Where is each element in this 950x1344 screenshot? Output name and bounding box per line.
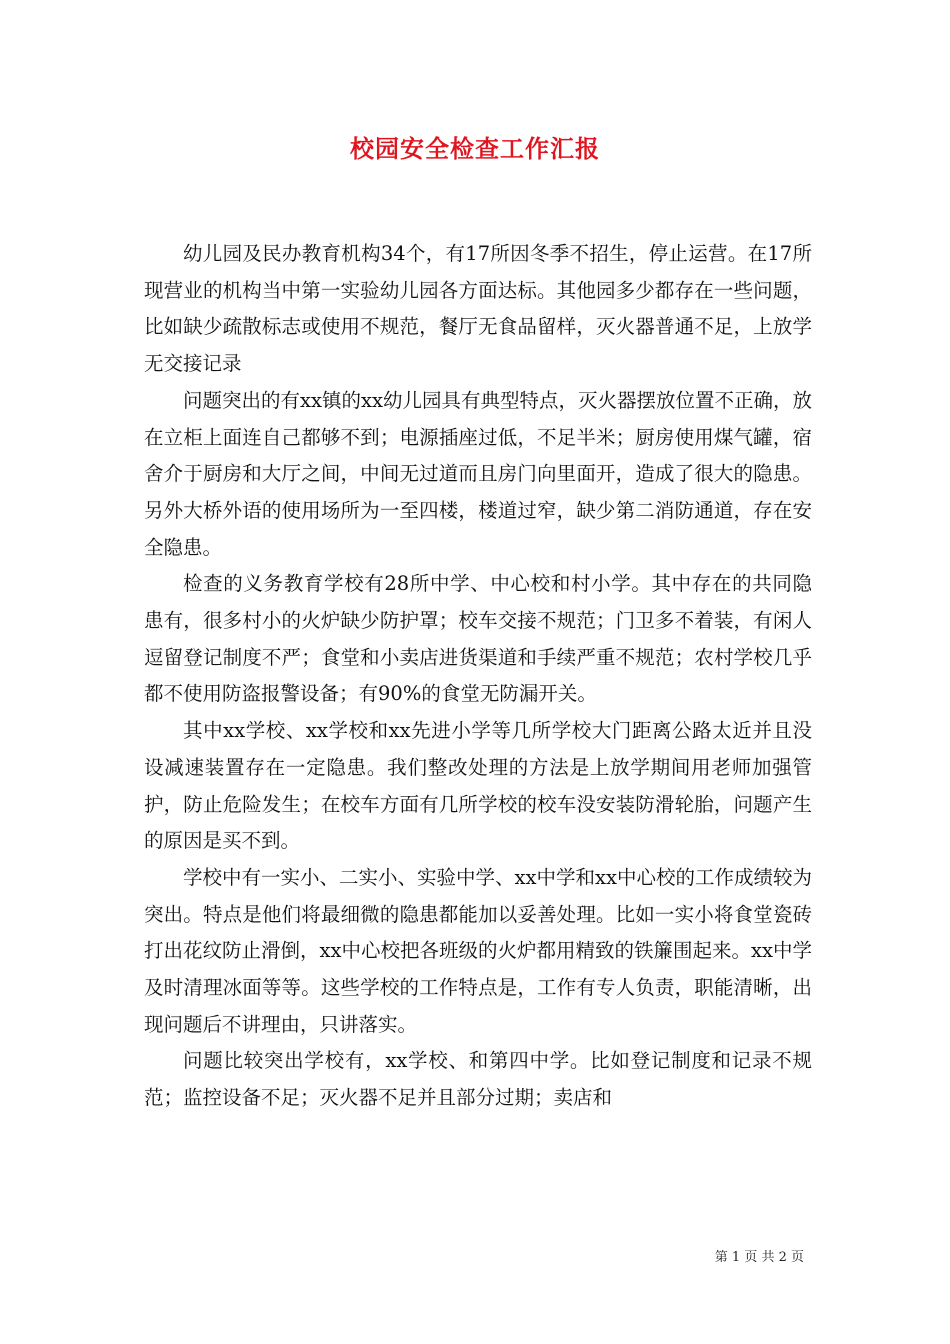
paragraph-5: 学校中有一实小、二实小、实验中学、xx中学和xx中心校的工作成绩较为突出。特点是他们将最细微的隐患都能加以妥善处理。比如一实小将食堂瓷砖打出花纹防止滑倒，xx中心校把各班级的火炉都用精致的铁簾围起来。xx中学及时清理冰面等等。这些学校的工作特点是，工作有专人负责，职能清晰，出现问题后不讲理由，只讲落实。 — [144, 865, 812, 1036]
paragraph-2: 问题突出的有xx镇的xx幼儿园具有典型特点，灭火器摆放位置不正确，放在立柜上面连自己都够不到；电源插座过低，不足半米；厨房使用煤气罐，宿舍介于厨房和大厅之间，中间无过道而且房门向里面开，造成了很大的隐患。另外大桥外语的使用场所为一至四楼，楼道过窄，缺少第二消防通道，存在安全隐患。 — [144, 388, 812, 559]
document-title: 校园安全检查工作汇报 — [350, 134, 600, 163]
paragraph-4: 其中xx学校、xx学校和xx先进小学等几所学校大门距离公路太近并且没设减速装置存在一定隐患。我们整改处理的方法是上放学期间用老师加强管护，防止危险发生；在校车方面有几所学校的校车没安装防滑轮胎，问题产生的原因是买不到。 — [144, 719, 812, 853]
paragraph-1: 幼儿园及民办教育机构34个，有17所因冬季不招生，停止运营。在17所现营业的机构当中第一实验幼儿园各方面达标。其他园多少都存在一些问题，比如缺少疏散标志或使用不规范，餐厅无食品留样，灭火器普通不足，上放学无交接记录 — [144, 242, 812, 376]
paragraph-6: 问题比较突出学校有，xx学校、和第四中学。比如登记制度和记录不规范；监控设备不足；灭火器不足并且部分过期；卖店和 — [144, 1049, 812, 1110]
page-number-footer: 第 1 页 共 2 页 — [714, 1250, 804, 1265]
paragraph-3: 检查的义务教育学校有28所中学、中心校和村小学。其中存在的共同隐患有，很多村小的火炉缺少防护罩；校车交接不规范；门卫多不着装，有闲人逗留登记制度不严；食堂和小卖店进货渠道和手续严重不规范；农村学校几乎都不使用防盗报警设备；有90%的食堂无防漏开关。 — [144, 572, 812, 706]
document-body — [144, 236, 812, 1117]
